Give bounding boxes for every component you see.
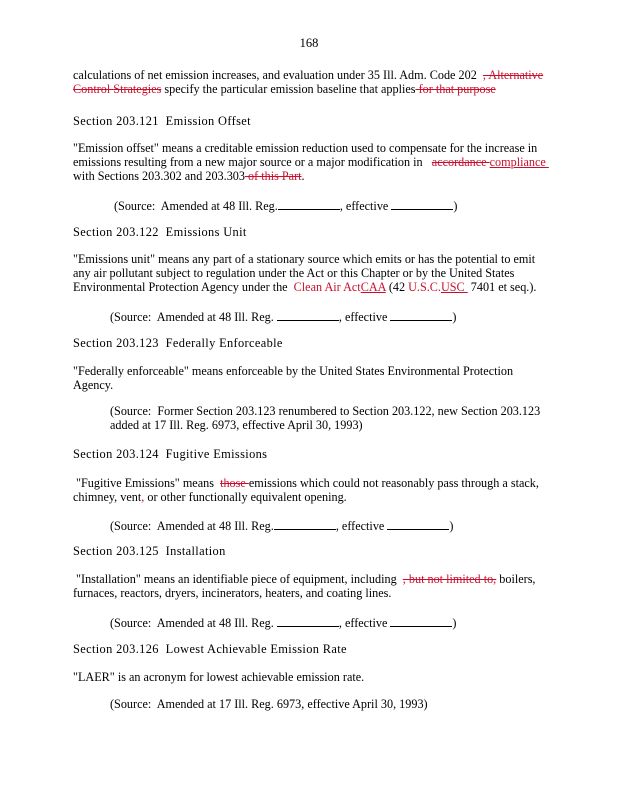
- blank-field: [387, 518, 449, 530]
- source-note: [110, 309, 456, 324]
- source-note: [114, 198, 457, 213]
- section-heading: [73, 544, 226, 558]
- paragraph-line: [73, 586, 391, 600]
- text: Section 203.125 Installation: [73, 544, 226, 558]
- text: any air pollutant subject to regulation under the Act or this Chapter or by the United States: [73, 266, 515, 280]
- text: with Sections 203.302 and 203.303: [73, 169, 245, 183]
- paragraph-line: [73, 141, 537, 155]
- changed-text: U.S.C.: [408, 280, 441, 294]
- text: (Source: Former Section 203.123 renumbered to Section 203.122, new Section 203.123: [110, 404, 541, 418]
- section-heading: [73, 225, 247, 239]
- text: ): [452, 616, 457, 630]
- blank-field: [277, 615, 339, 627]
- inserted-text: compliance: [489, 155, 549, 169]
- source-note: [110, 615, 456, 630]
- text: (Source: Amended at 17 Ill. Reg. 6973, effective April 30, 1993): [110, 697, 428, 711]
- text: 7401 et seq.).: [467, 280, 537, 294]
- deleted-text: those: [220, 476, 249, 490]
- paragraph-line: [73, 280, 536, 294]
- text: Section 203.121 Emission Offset: [73, 114, 251, 128]
- text: boilers,: [496, 572, 536, 586]
- blank-field: [278, 198, 340, 210]
- text: "Emission offset" means a creditable emission reduction used to compensate for the increase in: [73, 141, 538, 155]
- section-heading: [73, 642, 347, 656]
- text: ): [449, 519, 454, 533]
- page-number: 168: [299, 36, 319, 50]
- text: (Source: Amended at 48 Ill. Reg.: [114, 199, 278, 213]
- paragraph-line: [73, 364, 513, 378]
- paragraph-line: [73, 68, 543, 82]
- changed-text: Clean Air Act: [293, 280, 361, 294]
- text: .: [301, 169, 305, 183]
- changed-text: ,: [141, 490, 145, 504]
- text: , effective: [339, 199, 392, 213]
- paragraph-line: [73, 82, 496, 96]
- text: ): [453, 199, 458, 213]
- section-heading: [73, 114, 251, 128]
- deleted-text: for that purpose: [415, 82, 496, 96]
- deleted-text: Control Strategies: [73, 82, 162, 96]
- paragraph-line: [73, 155, 549, 169]
- text: added at 17 Ill. Reg. 6973, effective April 30, 1993): [110, 418, 363, 432]
- text: (Source: Amended at 48 Ill. Reg.: [110, 310, 277, 324]
- paragraph-line: [73, 490, 347, 504]
- text: Section 203.123 Federally Enforceable: [73, 336, 283, 350]
- source-note: [110, 697, 428, 711]
- text: Environmental Protection Agency under the: [73, 280, 294, 294]
- paragraph-line: [73, 476, 539, 490]
- paragraph-line: [73, 266, 514, 280]
- source-note: [110, 404, 540, 418]
- blank-field: [391, 198, 453, 210]
- text: "Installation" means an identifiable piece of equipment, including: [73, 572, 403, 586]
- section-heading: [73, 336, 283, 350]
- text: Agency.: [73, 378, 114, 392]
- paragraph-line: [73, 169, 305, 183]
- blank-field: [390, 309, 452, 321]
- deleted-text: of this Part: [244, 169, 302, 183]
- blank-field: [277, 309, 339, 321]
- text: Section 203.126 Lowest Achievable Emission Rate: [73, 642, 347, 656]
- text: chimney, vent: [73, 490, 142, 504]
- text: Section 203.122 Emissions Unit: [73, 225, 247, 239]
- inserted-text: USC: [440, 280, 468, 294]
- text: Section 203.124 Fugitive Emissions: [73, 447, 268, 461]
- text: (42: [385, 280, 409, 294]
- text: "Federally enforceable" means enforceable by the United States Environmental Protection: [73, 364, 514, 378]
- text: "LAER" is an acronym for lowest achievable emission rate.: [73, 670, 365, 684]
- text: ): [452, 310, 457, 324]
- source-note: [110, 418, 363, 432]
- text: "Emissions unit" means any part of a stationary source which emits or has the potential to emit: [73, 252, 536, 266]
- paragraph-line: [73, 252, 535, 266]
- text: , effective: [338, 616, 391, 630]
- deleted-text: , but not limited to,: [402, 572, 497, 586]
- section-heading: [73, 447, 267, 461]
- deleted-text: accordance: [431, 155, 490, 169]
- blank-field: [274, 518, 336, 530]
- text: specify the particular emission baseline that applies: [161, 82, 416, 96]
- text: , effective: [335, 519, 388, 533]
- text: emissions which could not reasonably pass through a stack,: [248, 476, 539, 490]
- text: calculations of net emission increases, and evaluation under 35 Ill. Adm. Code 202: [73, 68, 483, 82]
- paragraph-line: [73, 378, 113, 392]
- deleted-text: , Alternative: [482, 68, 544, 82]
- paragraph-line: [73, 572, 535, 586]
- text: , effective: [338, 310, 391, 324]
- paragraph-line: [73, 670, 364, 684]
- text: (Source: Amended at 48 Ill. Reg.: [110, 616, 277, 630]
- text: furnaces, reactors, dryers, incinerators, heaters, and coating lines.: [73, 586, 392, 600]
- inserted-text: CAA: [360, 280, 386, 294]
- text: "Fugitive Emissions" means: [73, 476, 221, 490]
- text: emissions resulting from a new major source or a major modification in: [73, 155, 432, 169]
- text: or other functionally equivalent opening.: [144, 490, 347, 504]
- text: (Source: Amended at 48 Ill. Reg.: [110, 519, 274, 533]
- blank-field: [390, 615, 452, 627]
- source-note: [110, 518, 453, 533]
